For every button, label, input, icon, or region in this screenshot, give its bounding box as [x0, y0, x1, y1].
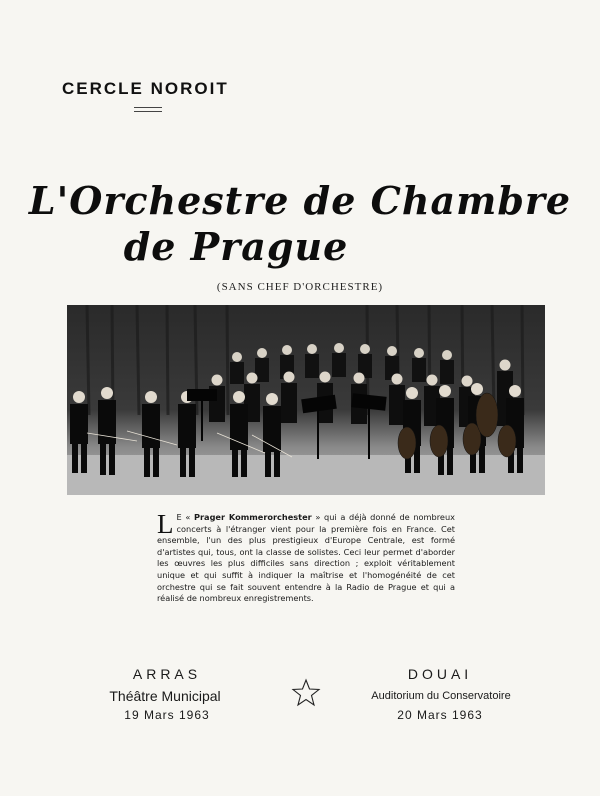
concert-left-venue: Théâtre Municipal	[109, 688, 221, 704]
description-paragraph	[157, 509, 455, 605]
dropcap: L	[157, 509, 174, 539]
concert-right-date: 20 Mars 1963	[397, 708, 483, 722]
society-rule	[134, 107, 162, 112]
society-name: CERCLE NOROIT	[62, 79, 229, 98]
concert-left-date: 19 Mars 1963	[124, 708, 210, 722]
orchestra-photo	[67, 305, 545, 495]
orchestra-name: Prager Kommerorchester	[194, 512, 312, 522]
subtitle: (SANS CHEF D'ORCHESTRE)	[216, 281, 384, 293]
concert-right-venue: Auditorium du Conservatoire	[371, 690, 511, 702]
concert-right-city: DOUAI	[407, 666, 473, 682]
description-text: » qui a déjà donné de nombreux concerts à l'étranger vient pour la première fois en France. Cet ensemble, l'un des plus prestigieux d'Europe Centrale, est formé d'artistes qui, tous, ont la classe de solistes. Ceci leur permet d'aborder les œuvres les plus difficiles sans direction ; exploit véritablement unique et qui suffit à indiquer la maîtrise et l'homogénéité de cet orchestre qui se fait souvent entendre à la Radio de Prague et qui a réalisé de nombreux enregistrements.	[157, 512, 455, 604]
orchestra-photo-icon	[67, 305, 545, 495]
title-line-2: de Prague	[123, 224, 349, 269]
description-open: E «	[176, 512, 191, 522]
concert-left-city: ARRAS	[132, 666, 202, 682]
star-outline-icon	[291, 678, 321, 708]
title-line-1: L'Orchestre de Chambre	[28, 178, 572, 223]
